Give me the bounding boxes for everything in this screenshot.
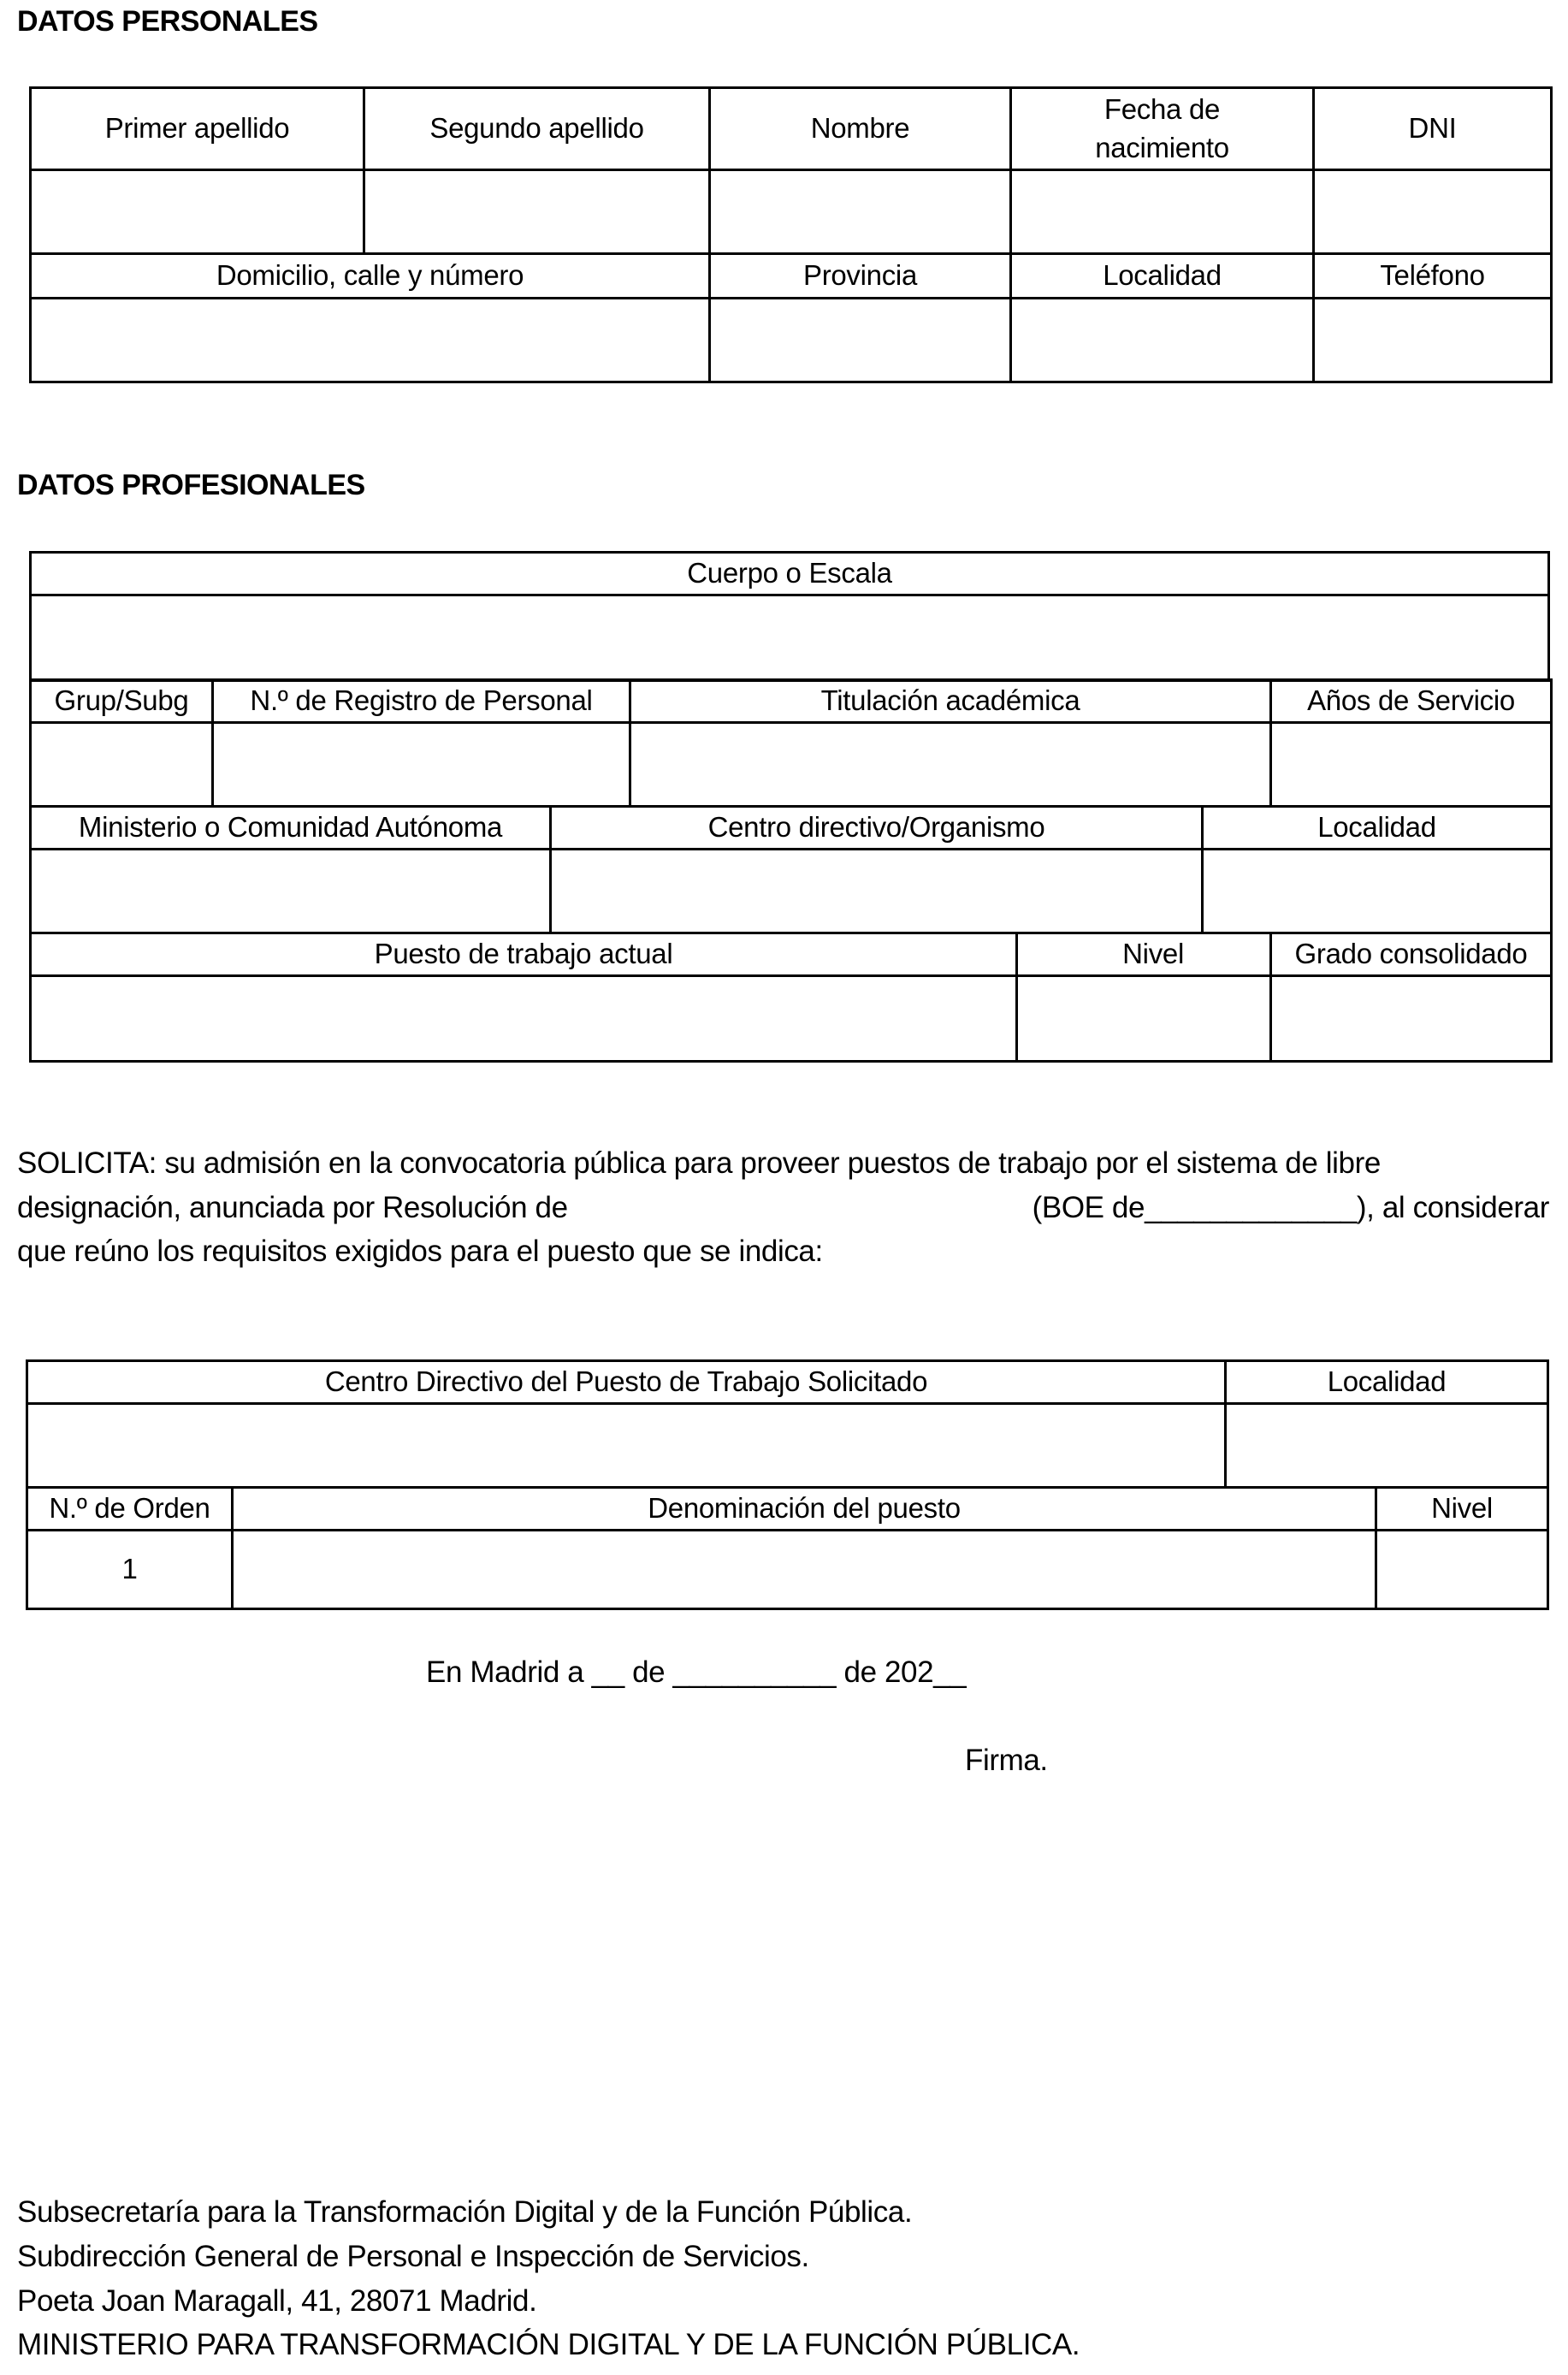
- date-line: En Madrid a __ de __________ de 202__: [426, 1655, 967, 1689]
- input-anos-servicio[interactable]: [1271, 723, 1552, 807]
- header-orden: N.º de Orden: [27, 1488, 233, 1531]
- header-anos-servicio: Años de Servicio: [1271, 680, 1552, 723]
- solicita-line-2b: (BOE de_____________), al considerar: [1032, 1191, 1549, 1224]
- input-denominacion[interactable]: [233, 1531, 1376, 1609]
- personal-data-table: [29, 86, 1553, 383]
- header-titulacion: Titulación académica: [630, 680, 1271, 723]
- header-centro-solicitado: Centro Directivo del Puesto de Trabajo Solicitado: [27, 1361, 1226, 1404]
- input-grupo[interactable]: [31, 723, 213, 807]
- header-primer-apellido: Primer apellido: [31, 88, 364, 170]
- header-centro-directivo: Centro directivo/Organismo: [551, 807, 1203, 850]
- input-segundo-apellido[interactable]: [364, 170, 710, 254]
- header-provincia: Provincia: [710, 254, 1011, 299]
- input-fecha-nacimiento[interactable]: [1011, 170, 1314, 254]
- header-nivel: Nivel: [1017, 933, 1271, 976]
- header-dni: DNI: [1314, 88, 1552, 170]
- input-puesto-actual[interactable]: [31, 976, 1017, 1062]
- header-domicilio: Domicilio, calle y número: [31, 254, 710, 299]
- footer-line-4: MINISTERIO PARA TRANSFORMACIÓN DIGITAL Y DE LA FUNCIÓN PÚBLICA.: [17, 2328, 1080, 2361]
- input-provincia[interactable]: [710, 299, 1011, 382]
- input-grado[interactable]: [1271, 976, 1552, 1062]
- input-localidad-prof[interactable]: [1203, 850, 1552, 933]
- input-domicilio[interactable]: [31, 299, 710, 382]
- header-segundo-apellido: Segundo apellido: [364, 88, 710, 170]
- input-nivel[interactable]: [1017, 976, 1271, 1062]
- footer-line-3: Poeta Joan Maragall, 41, 28071 Madrid.: [17, 2284, 537, 2318]
- footer-line-2: Subdirección General de Personal e Inspección de Servicios.: [17, 2240, 809, 2273]
- header-grado: Grado consolidado: [1271, 933, 1552, 976]
- header-localidad-prof: Localidad: [1203, 807, 1552, 850]
- header-denominacion: Denominación del puesto: [233, 1488, 1376, 1531]
- header-localidad-solicitada: Localidad: [1226, 1361, 1548, 1404]
- professional-grupo-table: [29, 678, 1553, 808]
- input-primer-apellido[interactable]: [31, 170, 364, 254]
- footer-line-1: Subsecretaría para la Transformación Digital y de la Función Pública.: [17, 2195, 913, 2229]
- request-centro-table: [26, 1359, 1549, 1489]
- input-nivel-solicitado[interactable]: [1376, 1531, 1548, 1609]
- input-centro-directivo[interactable]: [551, 850, 1203, 933]
- order-number: 1: [27, 1531, 233, 1609]
- header-grupo: Grup/Subg: [31, 680, 213, 723]
- header-registro: N.º de Registro de Personal: [213, 680, 630, 723]
- header-puesto-actual: Puesto de trabajo actual: [31, 933, 1017, 976]
- input-cuerpo[interactable]: [31, 595, 1549, 681]
- section-title-professional: DATOS PROFESIONALES: [17, 469, 365, 501]
- input-registro[interactable]: [213, 723, 630, 807]
- professional-cuerpo-table: [29, 551, 1550, 682]
- header-ministerio: Ministerio o Comunidad Autónoma: [31, 807, 551, 850]
- header-fecha-nacimiento: Fecha de nacimiento: [1011, 88, 1314, 170]
- input-telefono[interactable]: [1314, 299, 1552, 382]
- solicita-line-1: SOLICITA: su admisión en la convocatoria pública para proveer puestos de trabajo por el sistema de libre: [17, 1146, 1381, 1180]
- input-dni[interactable]: [1314, 170, 1552, 254]
- input-ministerio[interactable]: [31, 850, 551, 933]
- input-localidad[interactable]: [1011, 299, 1314, 382]
- input-centro-solicitado[interactable]: [27, 1404, 1226, 1488]
- professional-puesto-table: [29, 932, 1553, 1063]
- solicita-line-3: que reúno los requisitos exigidos para el puesto que se indica:: [17, 1235, 823, 1268]
- header-localidad: Localidad: [1011, 254, 1314, 299]
- solicita-line-2a: designación, anunciada por Resolución de: [17, 1191, 568, 1224]
- header-nombre: Nombre: [710, 88, 1011, 170]
- header-nivel-solicitado: Nivel: [1376, 1488, 1548, 1531]
- professional-ministerio-table: [29, 805, 1553, 934]
- signature-label: Firma.: [965, 1744, 1048, 1777]
- input-localidad-solicitada[interactable]: [1226, 1404, 1548, 1488]
- request-puesto-table: [26, 1486, 1549, 1610]
- header-cuerpo: Cuerpo o Escala: [31, 553, 1549, 595]
- input-titulacion[interactable]: [630, 723, 1271, 807]
- header-telefono: Teléfono: [1314, 254, 1552, 299]
- input-nombre[interactable]: [710, 170, 1011, 254]
- section-title-personal: DATOS PERSONALES: [17, 5, 318, 38]
